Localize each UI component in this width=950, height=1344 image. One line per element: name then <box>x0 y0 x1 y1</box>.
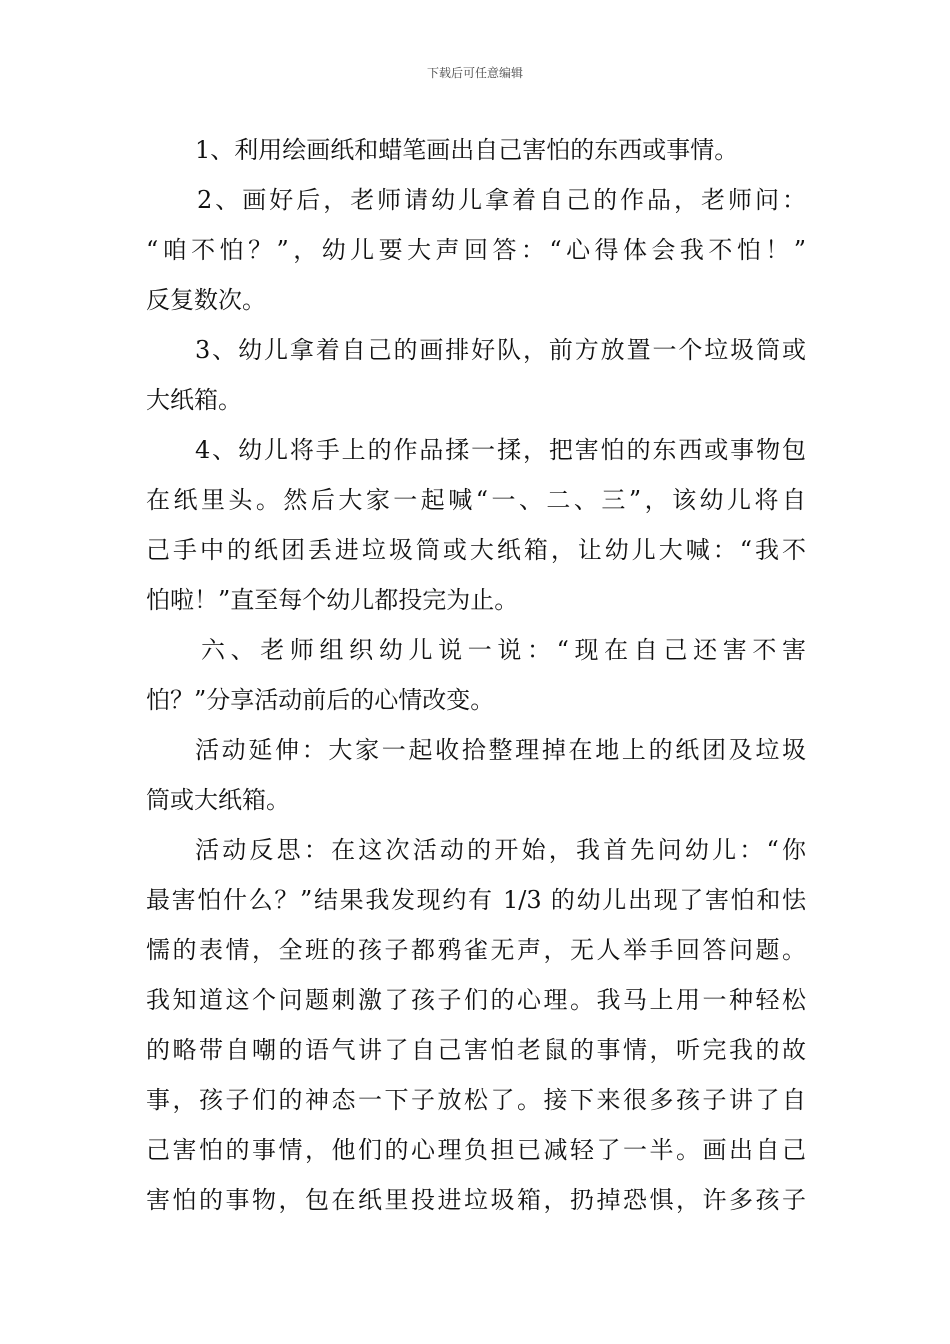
page-header: 下载后可任意编辑 <box>426 66 523 80</box>
paragraph-line: 己害怕的事情，他们的心理负担已减轻了一半。画出自己 <box>146 1136 806 1164</box>
paragraph-line: 3、幼儿拿着自己的画排好队，前方放置一个垃圾筒或 <box>195 336 806 364</box>
paragraph-line: “咱不怕？”，幼儿要大声回答：“心得体会我不怕！” <box>146 236 806 264</box>
paragraph-line: 的略带自嘲的语气讲了自己害怕老鼠的事情，听完我的故 <box>146 1036 806 1064</box>
paragraph-line: 懦的表情，全班的孩子都鸦雀无声，无人举手回答问题。 <box>146 936 806 964</box>
paragraph-line: 活动延伸：大家一起收拾整理掉在地上的纸团及垃圾 <box>195 736 806 764</box>
paragraph-line: 4、幼儿将手上的作品揉一揉，把害怕的东西或事物包 <box>195 436 806 464</box>
paragraph-line: 害怕的事物，包在纸里投进垃圾箱，扔掉恐惧，许多孩子 <box>146 1186 806 1214</box>
paragraph-line: 筒或大纸箱。 <box>146 786 290 814</box>
paragraph-line: 活动反思：在这次活动的开始，我首先问幼儿：“你 <box>195 836 806 864</box>
paragraph-line: 最害怕什么？”结果我发现约有 1/3 的幼儿出现了害怕和怯 <box>146 886 806 914</box>
paragraph-line: 怕啦！”直至每个幼儿都投完为止。 <box>146 586 519 614</box>
paragraph-line: 大纸箱。 <box>146 386 242 414</box>
paragraph-line: 事，孩子们的神态一下子放松了。接下来很多孩子讲了自 <box>146 1086 806 1114</box>
paragraph-line: 在纸里头。然后大家一起喊“一、二、三”，该幼儿将自 <box>146 486 806 514</box>
paragraph-line: 反复数次。 <box>146 286 266 314</box>
paragraph-line: 2、画好后，老师请幼儿拿着自己的作品，老师问： <box>197 186 806 214</box>
paragraph-line: 怕？”分享活动前后的心情改变。 <box>146 686 495 714</box>
paragraph-line: 1、利用绘画纸和蜡笔画出自己害怕的东西或事情。 <box>195 136 739 164</box>
paragraph-line: 我知道这个问题刺激了孩子们的心理。我马上用一种轻松 <box>146 986 806 1014</box>
paragraph-line: 己手中的纸团丢进垃圾筒或大纸箱，让幼儿大喊：“我不 <box>146 536 806 564</box>
paragraph-line: 六、老师组织幼儿说一说：“现在自己还害不害 <box>201 636 806 664</box>
